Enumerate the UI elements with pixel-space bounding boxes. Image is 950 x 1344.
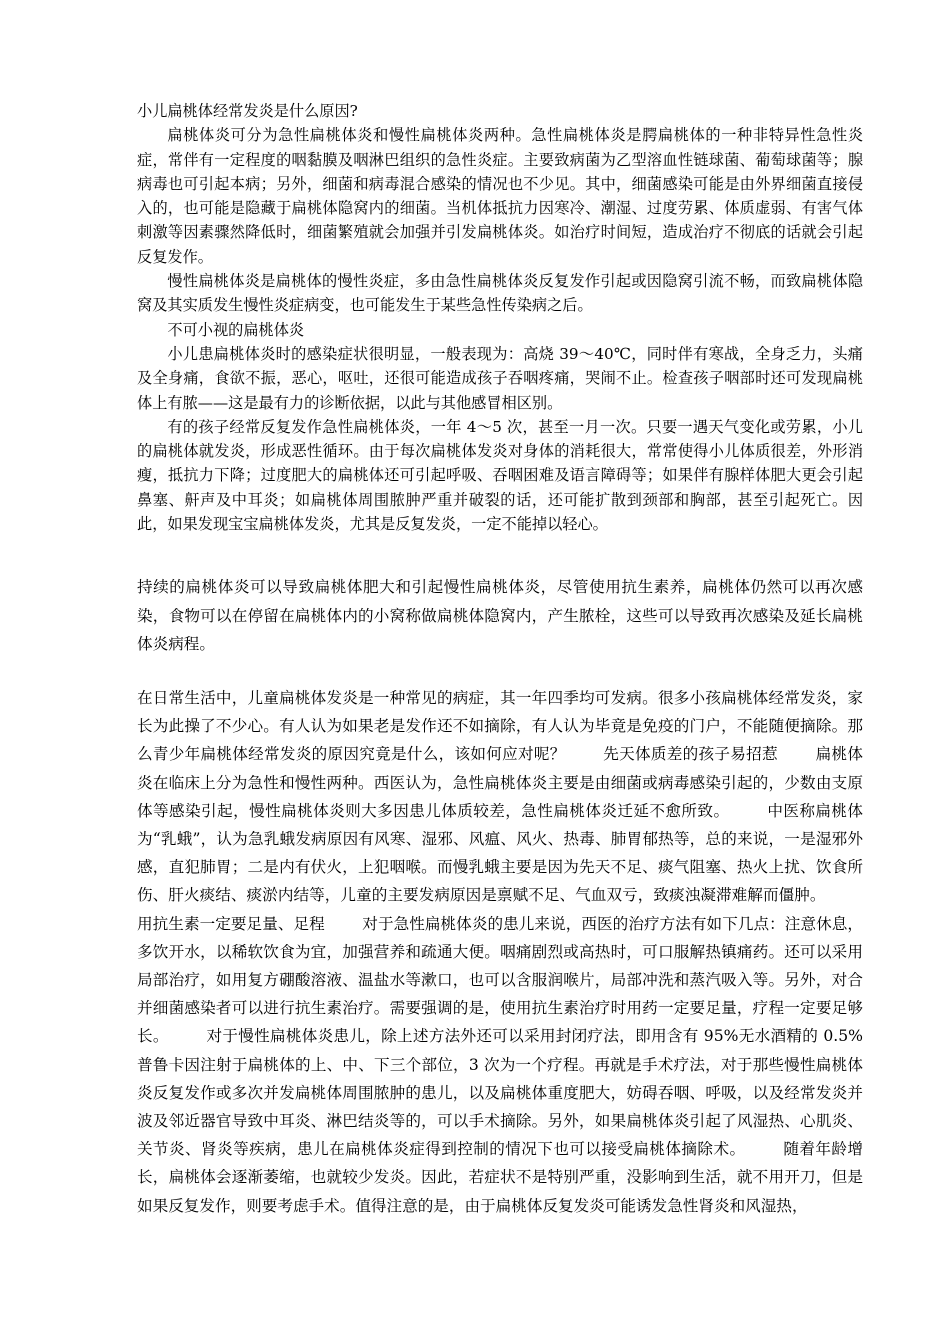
article-section-1	[137, 99, 863, 536]
text-western-view: 扁桃体炎在临床上分为急性和慢性两种。西医认为，急性扁桃体炎主要是由细菌或病毒感染引起的，少数由支原体等感染引起，慢性扁桃体炎则大多因患儿体质较差，急性扁桃体炎迁延不愈所致。	[137, 745, 863, 820]
text-age-note: 随着年龄增长，扁桃体会逐渐萎缩，也就较少发炎。因此，若症状不是特别严重，没影响到生活，就不用开刀，但是如果反复发作，则要考虑手术。值得注意的是，由于扁桃体反复发炎可能诱发急性肾炎和风湿热，	[137, 1140, 863, 1215]
heading-antibiotics: 用抗生素一定要足量、足程	[137, 914, 325, 933]
paragraph-daily-life	[137, 684, 863, 1220]
paragraph-acute-chronic: 扁桃体炎可分为急性扁桃体炎和慢性扁桃体炎两种。急性扁桃体炎是腭扁桃体的一种非特异性急性炎症，常伴有一定程度的咽黏膜及咽淋巴组织的急性炎症。主要致病菌为乙型溶血性链球菌、葡萄球菌等；腺病毒也可引起本病；另外，细菌和病毒混合感染的情况也不少见。其中，细菌感染可能是由外界细菌直接侵入的，也可能是隐藏于扁桃体隐窝内的细菌。当机体抵抗力因寒冷、潮湿、过度劳累、体质虚弱、有害气体刺激等因素骤然降低时，细菌繁殖就会加强并引发扁桃体炎。如治疗时间短，造成治疗不彻底的话就会引起反复发作。	[137, 126, 863, 266]
paragraph-chronic: 慢性扁桃体炎是扁桃体的慢性炎症，多由急性扁桃体炎反复发作引起或因隐窝引流不畅，而致扁桃体隐窝及其实质发生慢性炎症病变，也可能发生于某些急性传染病之后。	[137, 272, 863, 315]
paragraph-recurrence: 有的孩子经常反复发作急性扁桃体炎，一年 4～5 次，甚至一月一次。只要一遇天气变化或劳累，小儿的扁桃体就发炎，形成恶性循环。由于每次扁桃体发炎对身体的消耗很大，常常使得小儿体质很差，外形消瘦，抵抗力下降；过度肥大的扁桃体还可引起呼吸、吞咽困难及语言障碍等；如果伴有腺样体肥大更会引起鼻塞、鼾声及中耳炎；如扁桃体周围脓肿严重并破裂的话，还可能扩散到颈部和胸部，甚至引起死亡。因此，如果发现宝宝扁桃体发炎，尤其是反复发炎，一定不能掉以轻心。	[137, 417, 863, 534]
text-acute-treatment: 对于急性扁桃体炎的患儿来说，西医的治疗方法有如下几点：注意休息，多饮开水，以稀软饮食为宜，加强营养和疏通大便。咽痛剧烈或高热时，可口服解热镇痛药。还可以采用局部治疗，如用复方硼酸溶液、温盐水等漱口，也可以含服润喉片，局部冲洗和蒸汽吸入等。另外，对合并细菌感染者可以进行抗生素治疗。需要强调的是，使用抗生素治疗时用药一定要足量，疗程一定要足够长。	[137, 914, 863, 1046]
text-chronic-treatment: 对于慢性扁桃体炎患儿，除上述方法外还可以采用封闭疗法，即用含有 95%无水酒精的 0.5%普鲁卡因注射于扁桃体的上、中、下三个部位，3 次为一个疗程。再就是手术疗法，对于那些慢性扁桃体炎反复发作或多次并发扁桃体周围脓肿的患儿，以及扁桃体重度肥大，妨碍吞咽、呼吸，以及经常发炎并波及邻近器官导致中耳炎、淋巴结炎等的，可以手术摘除。另外，如果扁桃体炎引起了风湿热、心肌炎、关节炎、肾炎等疾病，患儿在扁桃体炎症得到控制的情况下也可以接受扁桃体摘除术。	[137, 1027, 863, 1159]
text-chinese-medicine: 中医称扁桃体为“乳蛾”，认为急乳蛾发病原因有风寒、湿邪、风瘟、风火、热毒、肺胃郁热等，总的来说，一是湿邪外感，直犯肺胃；二是内有伏火，上犯咽喉。而慢乳蛾主要是因为先天不足、痰气阻塞、热火上扰、饮食所伤、肝火痰结、痰淤内结等，儿童的主要发病原因是禀赋不足、气血双亏，致痰浊凝滞难解而僵肿。	[137, 801, 863, 905]
article-title: 小儿扁桃体经常发炎是什么原因?	[137, 102, 358, 120]
section-subtitle: 不可小视的扁桃体炎	[167, 320, 305, 339]
paragraph-symptoms: 小儿患扁桃体炎时的感染症状很明显，一般表现为：高烧 39～40℃，同时伴有寒战，全身乏力，头痛及全身痛，食欲不振，恶心，呕吐，还很可能造成孩子吞咽疼痛，哭闹不止。检查孩子咽部时还可发现扁桃体上有脓——这是最有力的诊断依据，以此与其他感冒相区别。	[137, 344, 863, 412]
article-section-2	[137, 573, 863, 659]
paragraph-persistent: 持续的扁桃体炎可以导致扁桃体肥大和引起慢性扁桃体炎，尽管使用抗生素养，扁桃体仍然可以再次感染，食物可以在停留在扁桃体内的小窝称做扁桃体隐窝内，产生脓栓，这些可以导致再次感染及延长扁桃体炎病程。	[137, 578, 863, 653]
article-section-3	[137, 684, 863, 1220]
heading-weak-constitution: 先天体质差的孩子易招惹	[603, 745, 778, 764]
text-intro: 在日常生活中，儿童扁桃体发炎是一种常见的病症，其一年四季均可发病。很多小孩扁桃体经常发炎，家长为此操了不少心。有人认为如果老是发作还不如摘除，有人认为毕竟是免疫的门户，不能随便摘除。那么青少年扁桃体经常发炎的原因究竟是什么，该如何应对呢？	[137, 689, 863, 764]
